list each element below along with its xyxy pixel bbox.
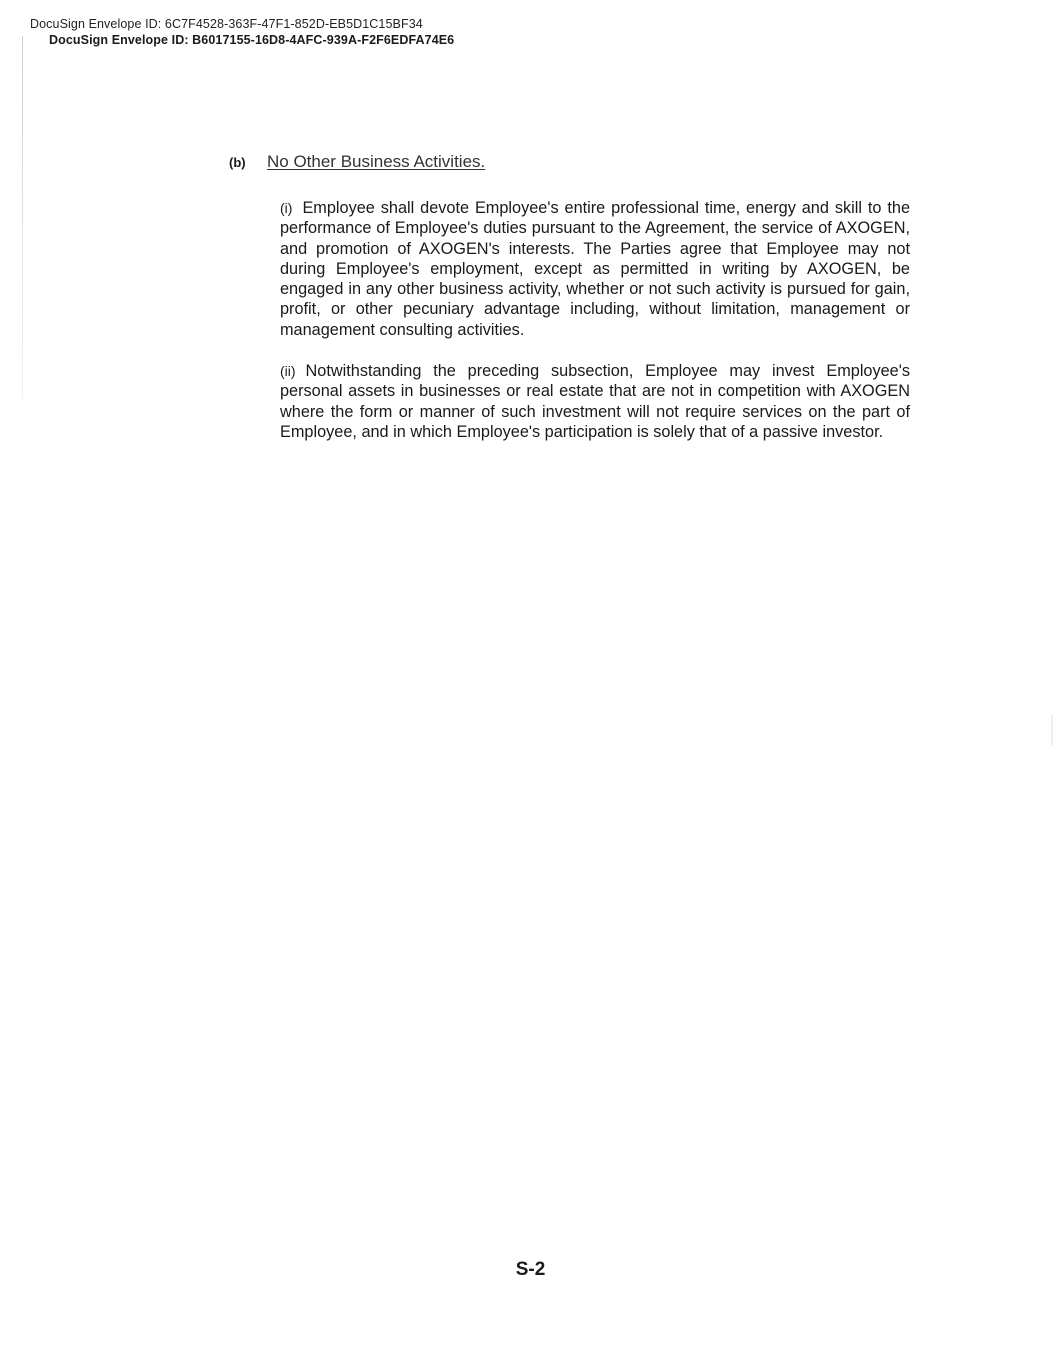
section-title: No Other Business Activities. — [267, 152, 486, 171]
scan-edge-mark — [1051, 715, 1053, 745]
paragraph-label: (i) — [280, 200, 293, 216]
section-marker: (b) — [229, 155, 246, 170]
docusign-envelope-id-secondary: DocuSign Envelope ID: B6017155-16D8-4AFC-939A-F2F6EDFA74E6 — [49, 33, 455, 47]
paragraph-text: Employee shall devote Employee's entire professional time, energy and skill to the performance of Employee's duties pursuant to the Agreement, the service of AXOGEN, and promotion of AXOGEN's interests. The Parties agree that Employee may not during Employee's employment, except as permitted in writing by AXOGEN, be engaged in any other business activity, whether or not such activity is pursued for gain, profit, or other pecuniary advantage including, without limitation, management or management consulting activities. — [280, 199, 910, 339]
paragraph-i — [280, 198, 910, 340]
section-heading — [229, 152, 485, 172]
page-number: S-2 — [515, 1259, 546, 1280]
paragraph-label: (ii) — [280, 363, 296, 379]
paragraph-ii — [280, 361, 910, 442]
scan-margin-line — [22, 36, 23, 401]
paragraph-text: Notwithstanding the preceding subsection, Employee may invest Employee's personal assets in businesses or real estate that are not in competition with AXOGEN where the form or manner of such investment will not require services on the part of Employee, and in which Employee's participation is solely that of a passive investor. — [280, 362, 910, 441]
docusign-envelope-id-primary: DocuSign Envelope ID: 6C7F4528-363F-47F1-852D-EB5D1C15BF34 — [30, 17, 423, 31]
